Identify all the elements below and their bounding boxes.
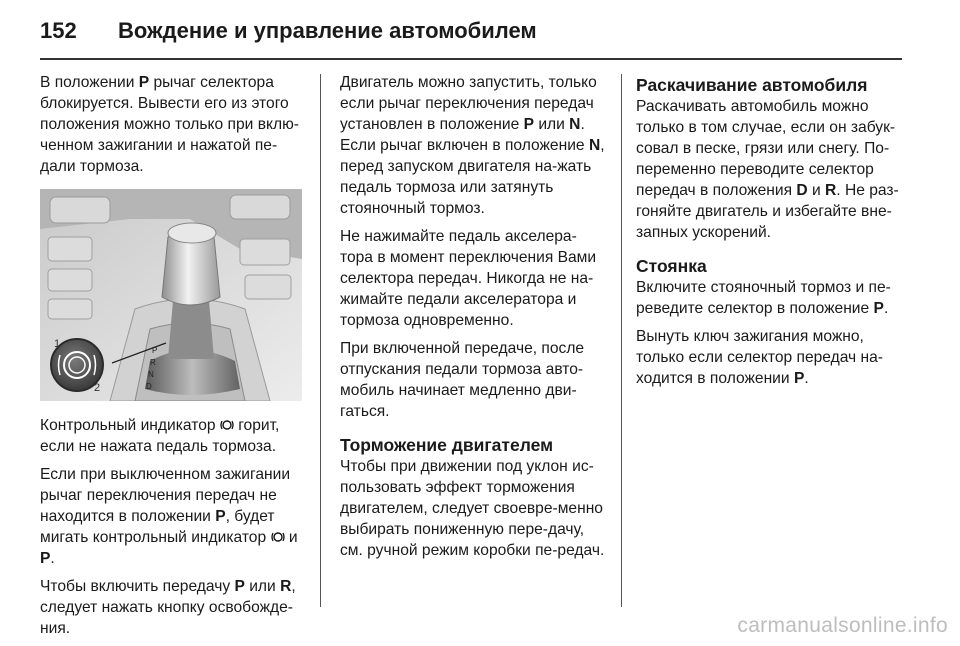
column-2 bbox=[340, 72, 608, 568]
paragraph-release-button: Чтобы включить передачу P или R, следует нажать кнопку освобожде-ния. bbox=[40, 578, 296, 637]
column-divider-2 bbox=[621, 74, 622, 607]
photo-label-2: 2 bbox=[94, 382, 101, 394]
brake-indicator-icon bbox=[271, 530, 285, 544]
column-divider-1 bbox=[320, 74, 321, 607]
column-3 bbox=[636, 72, 904, 396]
heading-parking: Стоянка bbox=[636, 256, 707, 276]
paragraph-rocking: Раскачивать автомобиль можно только в том случае, если он забук-совал в песке, грязи или снегу. По-переменно переводите селектор передач в положения D и R. Не раз-гоняйте двигатель и избегайте вне-запных ускорений. bbox=[636, 98, 899, 241]
paragraph-parking: Включите стояночный тормоз и пе-реведите селектор в положение P. bbox=[636, 279, 891, 317]
paragraph-engine-start: Двигатель можно запустить, только если рычаг переключения передач установлен в положение P или N. Если рычаг включен в положение N, перед запуском двигателя на-жать педаль тормоза или затянуть стояночный тормоз. bbox=[340, 74, 605, 217]
brake-indicator-icon bbox=[220, 418, 234, 432]
watermark: carmanualsonline.info bbox=[737, 614, 948, 637]
paragraph-creep: При включенной передаче, после отпускания педали тормоза авто-мобиль начинает медленно дви-гаться. bbox=[340, 340, 585, 420]
photo-label-n: N bbox=[148, 370, 154, 379]
column-1 bbox=[40, 72, 306, 646]
gear-selector-photo bbox=[40, 189, 302, 401]
paragraph-accelerator: Не нажимайте педаль акселера-тора в момент переключения Вами селектора передач. Никогда не на-жимайте педали акселератора и тормоза одновременно. bbox=[340, 228, 597, 329]
page-title: Вождение и управление автомобилем bbox=[118, 18, 537, 43]
heading-engine-braking: Торможение двигателем bbox=[340, 435, 554, 455]
paragraph-engine-braking: Чтобы при движении под уклон ис-пользовать эффект торможения двигателем, следует своевре-менно выбирать пониженную пере-дачу, см. ручной режим коробки пе-редач. bbox=[340, 458, 605, 559]
page-number: 152 bbox=[40, 18, 77, 43]
heading-rocking: Раскачивание автомобиля bbox=[636, 75, 868, 95]
photo-label-r: R bbox=[150, 358, 156, 367]
photo-label-1: 1 bbox=[54, 338, 61, 350]
photo-label-p: P bbox=[152, 346, 158, 355]
paragraph-ignition-off: Если при выключенном зажигании рычаг переключения передач не находится в положении P, будет мигать контрольный индикатор и P. bbox=[40, 466, 298, 567]
paragraph-key-removal: Вынуть ключ зажигания можно, только если селектор передач на-ходится в положении P. bbox=[636, 328, 883, 387]
paragraph-indicator: Контрольный индикатор горит, если не нажата педаль тормоза. bbox=[40, 417, 280, 455]
paragraph-selector-lock: В положении P рычаг селектора блокируется. Вывести его из этого положения можно только при вклю-ченном зажигании и нажатой пе-дали тормоза. bbox=[40, 74, 299, 175]
photo-label-d: D bbox=[146, 382, 152, 391]
header-rule bbox=[40, 58, 902, 60]
